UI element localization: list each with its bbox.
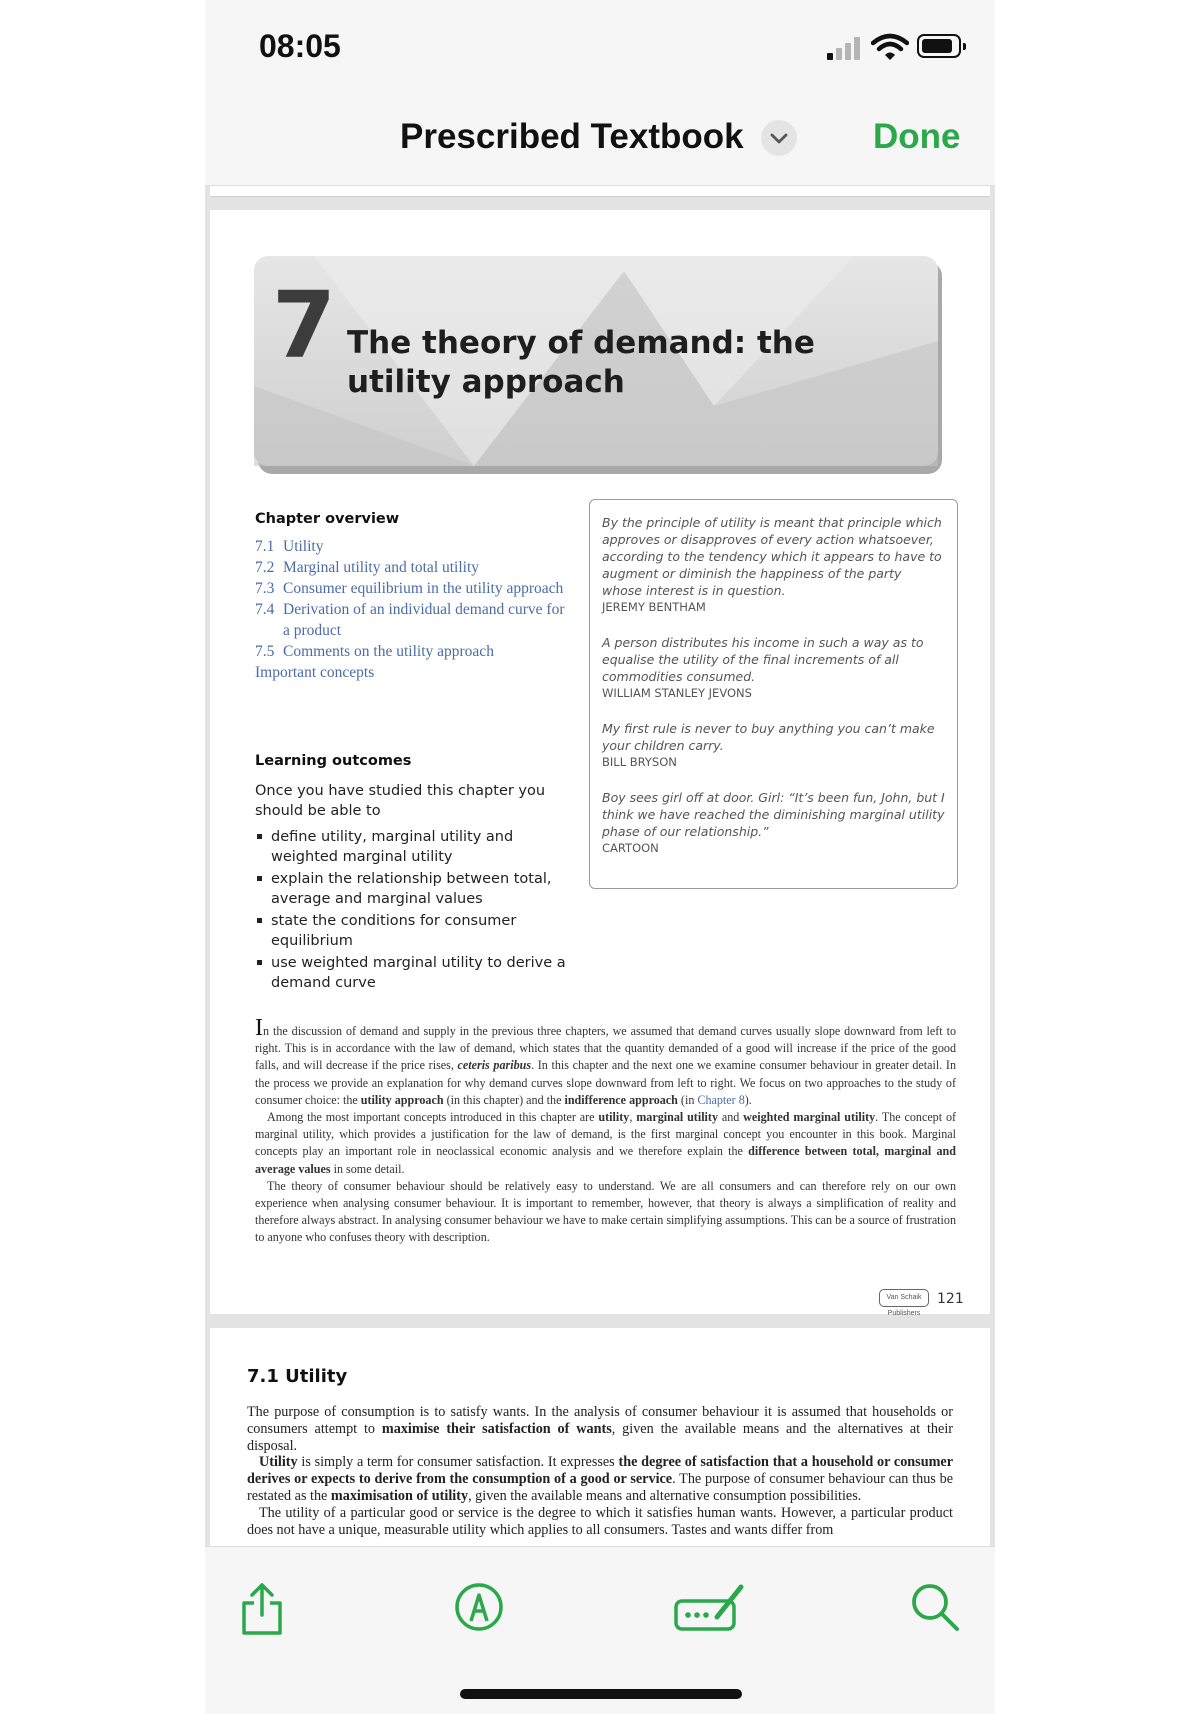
learning-intro: Once you have studied this chapter you should be able to [255,783,546,819]
toc-item[interactable]: 7.3 Consumer equilibrium in the utility approach [255,580,564,597]
list-item: define utility, marginal utility and weighted marginal utility [255,827,575,867]
document-title[interactable]: Prescribed Textbook [400,117,744,156]
paragraph: Utility is simply a term for consumer satisfaction. It expresses the degree of satisfaction that a household or consumer derives or expects to derive from the consumption of a good or service. The purpose of consumer behaviour can thus be restated as the maximisation of utility, given the available means and alternative consumption possibilities. [247,1454,954,1504]
chapter-8-link[interactable]: Chapter 8 [697,1092,745,1107]
publisher-logo: Van Schaik Publishers [879,1289,929,1307]
chapter-intro-text [255,1015,957,1247]
list-item: use weighted marginal utility to derive a demand curve [255,953,575,993]
quote-text: A person distributes his income in such a way as to equalise the utility of the final increments of all commodities consumed. [602,635,924,684]
paragraph: Among the most important concepts introduced in this chapter are utility, marginal utility and weighted marginal utility. The concept of marginal utility, which provides a justification for the law of demand, is the first marginal concept you encounter in this book. Marginal concepts play an important role in neoclassical economic analysis and we therefore explain the difference between total, marginal and average values in some detail. [255,1110,957,1176]
quote-text: Boy sees girl off at door. Girl: “It’s been fun, John, but I think we have reached the diminishing marginal utility phase of our relationship.” [602,790,945,839]
signature-icon[interactable] [673,1581,747,1633]
paragraph: The purpose of consumption is to satisfy wants. In the analysis of consumer behaviour it is assumed that households or consumers attempt to maximise their satisfaction of wants, given the available means and the alternatives at their disposal. [247,1404,953,1454]
quote-author: JEREMY BENTHAM [602,600,706,614]
status-bar [205,0,995,95]
learning-list [255,827,575,993]
section-heading: 7.1 Utility [247,1366,348,1387]
quote-text: By the principle of utility is meant that principle which approves or disapproves of every action whatsoever, according to the tendency which it appears to have to augment or diminish the happiness of the party whose interest is in question. [602,515,942,598]
chapter-overview [255,511,575,683]
nav-bar [205,95,995,186]
phone-screen [205,0,995,1714]
toc-item[interactable]: 7.5 Comments on the utility approach [255,643,494,660]
home-indicator[interactable] [460,1689,742,1699]
quote-author: BILL BRYSON [602,755,677,769]
markup-icon[interactable] [453,1581,505,1633]
status-time: 08:05 [259,28,341,64]
battery-icon [917,34,961,58]
page-121 [210,210,990,1317]
overview-heading: Chapter overview [255,511,400,527]
paragraph: The utility of a particular good or service is the degree to which it satisfies human wants. However, a particular product does not have a unique, measurable utility which applies to all consumers. Tastes and wants differ from [247,1504,953,1538]
quote-author: WILLIAM STANLEY JEVONS [602,686,752,700]
title-menu-button[interactable] [761,120,797,156]
learning-outcomes [255,753,575,995]
list-item: state the conditions for consumer equilibrium [255,911,575,951]
chapter-title: The theory of demand: the utility approach [347,325,815,400]
page-122 [210,1328,990,1546]
list-item: explain the relationship between total, average and marginal values [255,869,575,909]
toc-item[interactable]: 7.1 Utility [255,538,324,555]
section-text [247,1404,953,1538]
document-viewer[interactable] [205,186,995,1546]
table-of-contents [255,536,575,683]
toc-item[interactable]: 7.2 Marginal utility and total utility [255,559,480,576]
wifi-icon [871,32,909,62]
learning-heading: Learning outcomes [255,753,412,769]
signal-icon [827,36,867,60]
chevron-down-icon [761,120,797,156]
bottom-toolbar [205,1546,995,1714]
share-icon[interactable] [239,1581,285,1637]
quote-text: My first rule is never to buy anything you can’t make your children carry. [602,721,935,753]
quotes-box [589,499,958,889]
paragraph: The theory of consumer behaviour should be relatively easy to understand. We are all consumers and can therefore rely on our own experience when analysing consumer behaviour. It is important to remember, however, that theory is always a simplification of reality and therefore always abstract. In analysing consumer behaviour we have to make certain simplifying assumptions. This can be a source of frustration to anyone who confuses theory with description. [255,1178,956,1245]
page-number: 121 [937,1291,964,1307]
quote-author: CARTOON [602,841,659,855]
toc-item[interactable]: 7.4 Derivation of an individual demand curve for a product [255,601,565,639]
toc-item-important-concepts[interactable]: Important concepts [255,664,375,681]
search-icon[interactable] [909,1581,961,1633]
done-button[interactable]: Done [873,117,961,156]
paragraph: In the discussion of demand and supply in the previous three chapters, we assumed that demand curves usually slope downward from left to right. This is in accordance with the law of demand, which states that the quantity demanded of a good will increase if the price of the good falls, and will decrease if the price rises, ceteris paribus. In this chapter and the next one we examine consumer behaviour in greater detail. In the process we provide an explanation for why demand curves slope downward from left to right. We focus on two approaches to the study of consumer choice: the utility approach (in this chapter) and the indifference approach (in Chapter 8). [255,1015,956,1107]
previous-page-edge [210,186,990,197]
chapter-number: 7 [272,272,335,379]
